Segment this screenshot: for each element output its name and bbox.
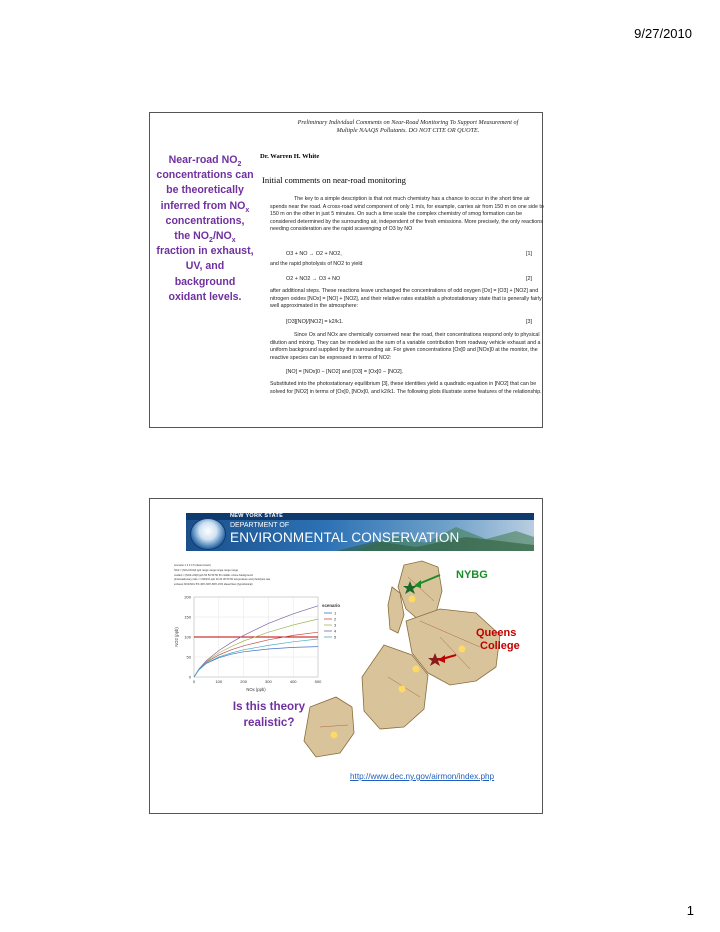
y-tick-label: 150 [184,614,191,620]
callout-line: the $NO_2/NO_x$ [174,230,236,245]
header-line: Multiple NAAQS Pollutants. DO NOT CITE OR QUOTE. [336,127,480,134]
nyc-map [300,557,525,765]
dec-link[interactable]: http://www.dec.ny.gov/airmon/index.php [350,772,495,781]
x-tick-label: 200 [240,679,247,684]
x-axis-label: NOx (ppb) [246,687,266,692]
equation-4: [NO] = [NOx]0 − [NO2] and [O3] = [Ox]0 − [NO2]. [286,369,404,375]
site-dot-icon [459,646,466,653]
callout-line: UV, and [185,260,225,273]
table-row: exhaust NO2/NOx 5% 40% 60% 80% 15% diesel fleet (hypothetical) [174,583,253,587]
y-axis-label: NO2 (ppb) [174,627,179,647]
legend-label: 3 [334,622,337,628]
callout-line: fraction in exhaust, [156,245,254,258]
slide-1-callout [154,153,256,305]
callout-line: be theoretically [166,184,244,197]
site-dot-icon [409,596,416,603]
table-row: NO2 = (NO+NO2)0 ppb range range range range range [174,568,239,572]
paragraph-2: and the rapid photolysis of NO2 to yield [270,261,363,267]
equation-1-number: [1] [526,251,532,257]
legend-label: 2 [334,616,337,622]
page-number: 1 [686,903,694,918]
queens-college-label [476,627,520,653]
nys-dec-seal-icon [190,518,226,550]
callout-line: background [174,275,236,288]
equation-1: O3 + NO → O2 + NO2, [286,251,342,257]
banner-state: NEW YORK STATE [230,513,284,519]
callout-line: concentrations can [156,169,254,182]
y-tick-label: 200 [184,594,191,600]
question-line: realistic? [243,715,295,729]
y-tick-label: 50 [186,654,191,660]
table-row: scenario 1 2 3 4 5 (determinant) [174,564,211,567]
callout-line: inferred from $NO_x$ [160,199,250,214]
table-row: photostationary ratio = O3/NO2 ppb 10 20 30 50 50 temperature and photolysis rate [174,578,271,582]
callout-line: oxidant levels. [168,290,242,303]
paragraph-3: after additional steps. These reactions leave unchanged the concentrations of odd oxygen [Ox] = [O3] + [NO2] and nitrogen oxides [NOx] = [NO] + [NO2], and their relative rates establish a photostationary state that is generally fairly well approximated in the atmosphere: [270,288,542,310]
site-dot-icon [399,686,406,693]
legend-title: scenario [322,603,341,608]
y-tick-label: 0 [188,674,191,680]
x-tick-label: 300 [265,679,272,684]
legend-label: 1 [334,610,337,616]
legend-label: 5 [334,634,337,640]
equation-3-number: [3] [526,319,532,325]
x-tick-label: 500 [314,679,322,684]
question-line: Is this theory [232,700,306,713]
equation-3: [O3][NO]/[NO2] = k2/k1. [286,319,344,325]
nybg-label: NYBG [456,569,488,581]
banner-dept: DEPARTMENT OF [230,522,290,529]
header-line: Preliminary Individual Comments on Near-Road Monitoring To Support Measurement of [297,119,519,126]
callout-line: Near-road $NO_2$ [168,154,242,169]
y-tick-label: 100 [184,634,191,640]
header-date: 9/27/2010 [634,26,692,41]
author: Dr. Warren H. White [260,153,320,160]
label-line: College [480,640,520,652]
equation-2: O2 + NO2 → O3 + NO [286,276,341,282]
site-dot-icon [331,732,338,739]
paragraph-5: Substituted into the photostationary equilibrium [3], these identities yield a quadratic equation in [NO2] that can be solved for [NO2] in terms of [Ox]0, [NOx]0, and k2/k1. The following plots illustrate some features of the relationship. [270,381,542,395]
paragraph-4: Since Ox and NOx are chemically conserved near the road, their concentrations respond only to physical dilution and mixing. They can be modeled as the sum of a variable contribution from roadway vehicle exhaust and a uniform background supplied by the surrounding air. For given concentrations [Ox]0 and [NOx]0 at the monitor, the reactive species can be expressed in terms of NO2: [270,332,541,361]
callout-line: concentrations, [165,214,245,227]
staten-island-shape [304,697,354,757]
document-title: Initial comments on near-road monitoring [262,175,406,185]
site-dot-icon [413,666,420,673]
legend-label: 4 [334,628,337,634]
equation-2-number: [2] [526,276,532,282]
banner-title: ENVIRONMENTAL CONSERVATION [230,530,460,545]
paragraph-1: The key to a simple description is that not much chemistry has a chance to occur in the short time air spends near the road. A cross-road wind component of only 1 m/s, for example, carries air from 150 m on one side to 150 m on the other in just 5 minutes. On such a time scale the complex chemistry of smog formation can be considered determined by the surrounding air, independent of the fresh emissions. More precisely, the only reactions needing consideration are the rapid scavenging of O3 by NO [270,196,544,233]
table-row: oxidant = [NO2+O3]0 ppb 50 50 50 50 50 middle: ozone background [174,573,253,577]
slide-2 [149,498,543,814]
label-line: Queens [476,627,517,639]
x-tick-label: 100 [215,679,223,684]
x-tick-label: 400 [289,679,297,684]
slide-1 [149,112,543,428]
x-tick-label: 0 [192,679,196,684]
document-header [278,119,538,135]
